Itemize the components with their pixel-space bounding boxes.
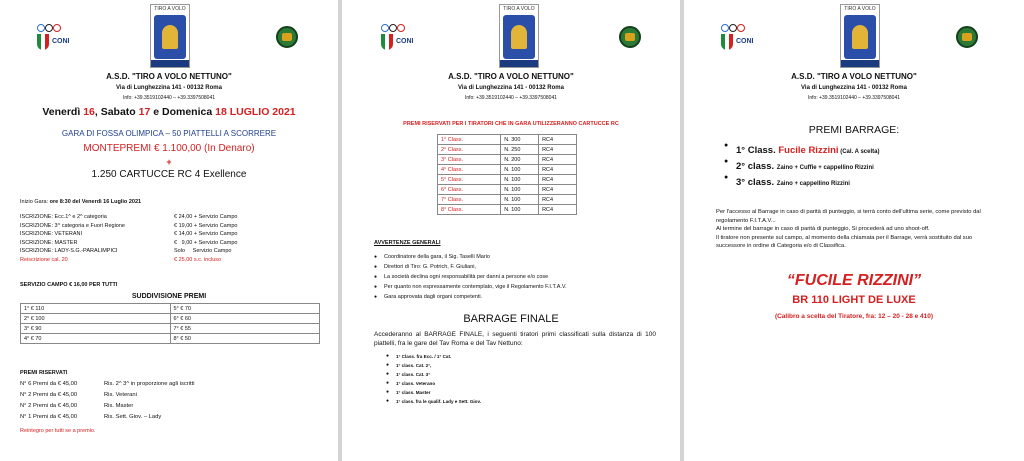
table-row [21,304,320,314]
table-row [438,195,577,205]
montepremi: MONTEPREMI € 1.100,00 (In Denaro) [83,143,255,154]
premi-cell: 4° € 70 [21,334,171,344]
gara-title: GARA DI FOSSA OLIMPICA – 50 PIATTELLI A SCORRERE [61,129,277,138]
page-1 [0,0,338,461]
iscrizione-label: ISCRIZIONE: LADY-S.G.-PARALIMPICI [20,248,118,254]
rc-cell: RC4 [539,135,577,145]
table-row [438,165,577,175]
coni-label: CONI [52,38,70,45]
club-info: Info: +39.3519102440 – +39.3397508041 [464,95,558,101]
rc-cell: N. 250 [501,145,539,155]
olympic-rings-icon [381,24,405,32]
club-info: Info: +39.3519102440 – +39.3397508041 [122,95,216,101]
barrage-prize-row [724,156,879,172]
prize-note: (Cal. A scelta) [838,149,880,155]
rc-cell: 8° Class. [438,205,501,215]
rc-cell: N. 300 [501,135,539,145]
riservato-row [20,392,320,403]
table-row [438,135,577,145]
rc-cell: 5° Class. [438,175,501,185]
table-row [21,334,320,344]
list-item: ● 1° class. Master [386,388,481,397]
rc-cell: 4° Class. [438,165,501,175]
riservato-right: Ris. Master [104,403,134,409]
iscrizione-row [20,240,320,249]
riservato-left: N° 6 Premi da € 45,00 [20,381,78,387]
iscrizione-row [20,223,320,232]
table-row [438,185,577,195]
rc-cell: N. 100 [501,185,539,195]
iscrizione-price: € 19,00 + Servizio Campo [174,222,238,229]
prize-position: 1° Class. [736,145,779,156]
italy-flag-icon [381,34,393,50]
premi-cell: 1° € 110 [21,304,171,314]
table-row [21,314,320,324]
reintegro: Reintegro per tutti se a premio. [20,428,96,434]
table-row [438,175,577,185]
reiscrizione-price: € 25,00 s.c. incluso [174,256,222,263]
list-item: ● 1° class. Cat. 3° [386,370,481,379]
table-row [21,324,320,334]
club-name: A.S.D. "TIRO A VOLO NETTUNO" [106,72,232,81]
riservato-left: N° 2 Premi da € 45,00 [20,403,78,409]
coni-label: CONI [396,38,414,45]
plus-sign: + [166,157,172,167]
premi-cell: 6° € 60 [170,314,320,324]
italy-flag-icon [37,34,49,50]
italy-flag-icon [721,34,733,50]
olympic-rings-icon [721,24,745,32]
barrage-rules: Per l'accesso al Barrage in caso di parità di punteggio, si terrà conto dell'ultima serie, come previsto dal regolamento F.I.T.A.V... Al termine del barrage in caso di parità di punteggio, Si procederà ad uno shoot-off. Il tiratore non presente sul campo, al momento della chiamata per il Barrage, verrà sostituito dal suo successore in ordine di Categoria e/o di Classifica. [716,209,981,249]
riservato-left: N° 2 Premi da € 45,00 [20,392,78,398]
riservato-right: Ris. 2^ 3^ in proporzione agli iscritti [104,381,195,387]
club-info: Info: +39.3519102440 – +39.3397508041 [807,95,901,101]
table-row [438,205,577,215]
suddivisione-premi: SUDDIVISIONE PREMI [131,293,207,300]
club-address: Via di Lunghezzina 141 - 00132 Roma [116,85,222,91]
barrage-prize-row [724,172,879,188]
bullet-icon: ● [724,158,729,165]
prize-name: Zaino + Cuffie + cappellino Rizzini [776,165,874,171]
premi-riservati-title: PREMI RISERVATI [20,370,68,376]
list-item: ● 1° class. Veterano [386,379,481,388]
olympic-rings-icon [37,24,61,32]
cartucce: 1.250 CARTUCCE RC 4 Exellence [91,169,247,180]
bullet-icon: ● [724,142,729,149]
premi-barrage-title: PREMI BARRAGE: [808,124,900,136]
iscrizione-label: ISCRIZIONE: VETERANI [20,231,83,237]
club-name: A.S.D. "TIRO A VOLO NETTUNO" [448,72,574,81]
rc-cell: 2° Class. [438,145,501,155]
avvertenze-title: AVVERTENZE GENERALI [374,240,441,246]
rc-table [437,134,577,215]
rc-cell: 7° Class. [438,195,501,205]
prize-name: Fucile Rizzini [778,145,839,156]
list-item: ● 1° class. fra le qualif. Lady e Sett. Giov. [386,397,481,406]
rc-cell: RC4 [539,205,577,215]
rc-cell: N. 100 [501,205,539,215]
rc-cell: RC4 [539,165,577,175]
rc-cell: 1° Class. [438,135,501,145]
prize-position: 2° class. [736,161,777,172]
iscrizione-price: Solo Servizio Campo [174,248,232,254]
premi-cell: 8° € 50 [170,334,320,344]
reiscrizione-row [20,257,320,266]
federation-badge-icon [276,26,298,48]
federation-badge-icon [619,26,641,48]
list-item: ● Gara approvata dagli organi competenti. [374,292,567,302]
riservato-right: Ris. Veterani [104,392,137,398]
riservato-row [20,414,320,425]
table-row [438,145,577,155]
riservato-row [20,381,320,392]
club-address: Via di Lunghezzina 141 - 00132 Roma [458,85,564,91]
inizio-gara: Inizio Gara: ore 8:30 del Venerdì 16 Luglio 2021 [20,199,142,205]
page-2 [342,0,680,461]
rc-cell: RC4 [539,175,577,185]
premi-cell: 7° € 55 [170,324,320,334]
page-3 [684,0,1024,461]
list-item: ● 1° class. Cat. 2°, [386,361,481,370]
fucile-model: BR 110 LIGHT DE LUXE [792,294,916,306]
iscrizione-row [20,231,320,240]
barrage-title: BARRAGE FINALE [463,313,559,325]
premi-cell: 3° € 90 [21,324,171,334]
list-item: ● Per quanto non espressamente contemplato, vige il Regolamento F.I.T.A.V. [374,282,567,292]
prize-position: 3° class. [736,177,777,188]
rc-cell: RC4 [539,185,577,195]
rc-cell: 6° Class. [438,185,501,195]
iscrizione-row [20,248,320,257]
avvertenze-list [374,252,567,302]
premi-cell: 5° € 70 [170,304,320,314]
iscrizione-row [20,214,320,223]
club-crest-logo: TIRO A VOLO [840,4,880,68]
prize-name: Zaino + cappellino Rizzini [776,181,850,187]
list-item: ● La società declina ogni responsabilità per danni a persone e/o cose [374,272,567,282]
list-item: ● Coordinatore della gara, il Sig. Taselli Mario [374,252,567,262]
premi-rc-title: PREMI RISERVATI PER I TIRATORI CHE IN GARA UTILIZZERANNO CARTUCCE RC [403,121,619,127]
list-item: ● 1° Class. fra Ecc. / 1° Cat. [386,352,481,361]
rc-cell: RC4 [539,195,577,205]
federation-badge-icon [956,26,978,48]
bullet-icon: ● [724,174,729,181]
premi-table [20,303,320,344]
iscrizione-label: ISCRIZIONE: Ecc.1^ e 2^ categoria [20,214,107,220]
premi-cell: 2° € 100 [21,314,171,324]
club-address: Via di Lunghezzina 141 - 00132 Roma [801,85,907,91]
barrage-list [386,352,481,406]
barrage-prizes [724,140,879,188]
rc-cell: N. 200 [501,155,539,165]
iscrizione-price: € 14,00 + Servizio Campo [174,231,238,237]
iscrizione-price: € 24,00 + Servizio Campo [174,214,238,220]
servizio-campo: SERVIZIO CAMPO € 16,00 PER TUTTI [20,282,118,288]
iscrizione-price: € 9,00 + Servizio Campo [174,239,238,246]
club-name: A.S.D. "TIRO A VOLO NETTUNO" [791,72,917,81]
fucile-title: “FUCILE RIZZINI” [786,272,922,289]
club-crest-logo: TIRO A VOLO [499,4,539,68]
calibro-note: (Calibro a scelta del Tiratore, fra: 12 – 20 - 28 e 410) [774,313,934,320]
rc-cell: RC4 [539,155,577,165]
riservato-left: N° 1 Premi da € 45,00 [20,414,78,420]
list-item: ● Direttori di Tiro: G. Potrich, F. Giuliani, [374,262,567,272]
reiscrizione-label: Reiscrizione cal. 20 [20,256,68,263]
coni-label: CONI [736,38,754,45]
coni-logo [718,24,754,52]
rc-cell: 3° Class. [438,155,501,165]
riservato-row [20,403,320,414]
riservati-list [20,381,320,425]
iscrizione-label: ISCRIZIONE: 3^ categoria e Fuori Regione [20,222,125,229]
rc-cell: N. 100 [501,195,539,205]
coni-logo [34,24,70,52]
rc-cell: RC4 [539,145,577,155]
riservato-right: Ris. Sett. Giov. – Lady [104,414,162,420]
barrage-text: Accederanno al BARRAGE FINALE, i seguenti tiratori primi classificati sulla distanza di 100 piattelli, fra le gare del Tav Roma e del Tav Nettuno: [374,331,656,347]
coni-logo [378,24,414,52]
iscrizioni-list [20,214,320,265]
table-row [438,155,577,165]
rc-cell: N. 100 [501,175,539,185]
barrage-prize-row [724,140,879,156]
event-dates: Venerdì 16, Sabato 17 e Domenica 18 LUGLIO 2021 [42,106,296,118]
iscrizione-label: ISCRIZIONE: MASTER [20,239,78,246]
rc-cell: N. 100 [501,165,539,175]
club-crest-logo: TIRO A VOLO [150,4,190,68]
